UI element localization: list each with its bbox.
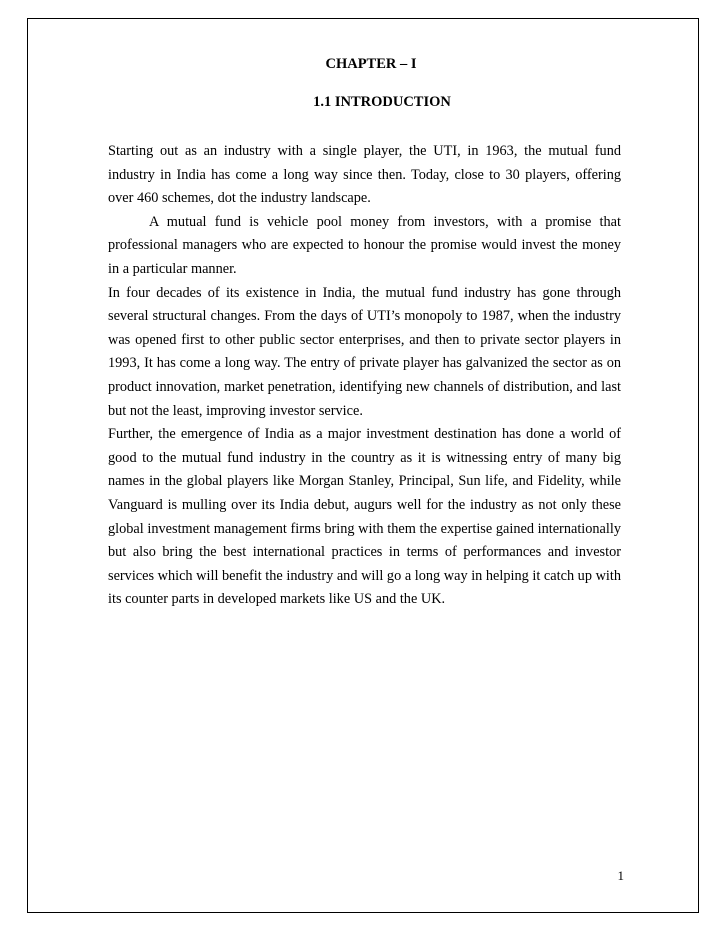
body-text (108, 140, 621, 612)
paragraph-2: A mutual fund is vehicle pool money from investors, with a promise that professional managers who are expected to honour the promise would invest the money in a particular manner. (108, 213, 621, 277)
chapter-title: CHAPTER – I (325, 56, 417, 72)
paragraph-3: In four decades of its existence in India, the mutual fund industry has gone through several structural changes. From the days of UTI’s monopoly to 1987, when the industry was opened first to other public sector enterprises, and then to private sector players in 1993, It has come a long way. The entry of private player has galvanized the sector as on product innovation, market penetration, identifying new channels of distribution, and last but not the least, improving investor service. (108, 284, 621, 419)
section-title: 1.1 INTRODUCTION (313, 94, 451, 110)
page-number: 1 (617, 868, 624, 883)
paragraph-1: Starting out as an industry with a single player, the UTI, in 1963, the mutual fund industry in India has come a long way since then. Today, close to 30 players, offering over 460 schemes, dot the industry landscape. (108, 143, 621, 207)
paragraph-4: Further, the emergence of India as a major investment destination has done a world of good to the mutual fund industry in the country as it is witnessing entry of many big names in the global players like Morgan Stanley, Principal, Sun life, and Fidelity, while Vanguard is mulling over its India debut, augurs well for the industry as not only these global investment management firms bring with them the expertise gained internationally but also bring the best international practices in terms of performances and investor services which will benefit the industry and will go a long way in helping it catch up with its counter parts in developed markets like US and the UK. (108, 426, 621, 608)
